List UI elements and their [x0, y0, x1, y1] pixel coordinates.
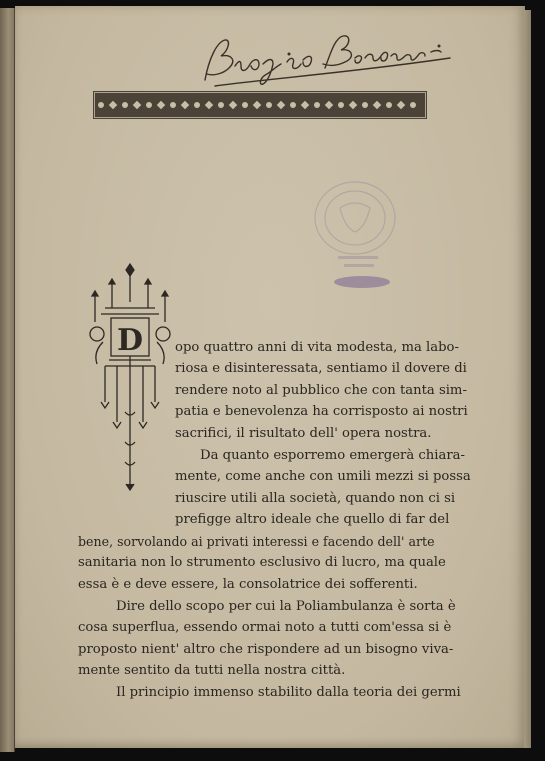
text-line: sanitaria non lo strumento esclusivo di lucro, ma quale	[78, 555, 446, 570]
text-line: sacrifici, il risultato dell' opera nostra.	[175, 426, 432, 441]
text-line: essa è e deve essere, la consolatrice dei sofferenti.	[78, 577, 418, 592]
text-line: prefigge altro ideale che quello di far del	[175, 512, 450, 527]
page-edge-shadow	[524, 10, 531, 748]
handwritten-signature	[195, 28, 465, 90]
faded-library-stamp	[300, 168, 410, 298]
text-line: patia e benevolenza ha corrisposto ai nostri	[175, 404, 468, 419]
text-line: rendere noto al pubblico che con tanta sim-	[175, 383, 467, 398]
text-line: Da quanto esporremo emergerà chiara-	[200, 448, 465, 463]
text-line: mente sentito da tutti nella nostra città.	[78, 663, 346, 678]
text-line: riosa e disinteressata, sentiamo il dovere di	[175, 361, 467, 376]
ornamental-drop-cap	[85, 262, 175, 494]
text-line: proposto nient' altro che rispondere ad un bisogno viva-	[78, 642, 454, 657]
text-line: Dire dello scopo per cui la Poliambulanza è sorta è	[116, 599, 456, 614]
svg-text:D: D	[116, 323, 144, 358]
text-line: mente, come anche con umili mezzi si possa	[175, 469, 471, 484]
text-line: bene, sorvolando ai privati interessi e facendo dell' arte	[78, 534, 435, 549]
text-line: cosa superflua, essendo ormai noto a tutti com'essa si è	[78, 620, 452, 635]
text-line: Il principio immenso stabilito dalla teoria dei germi	[116, 685, 461, 700]
decorative-header-band	[93, 91, 427, 119]
text-line: opo quattro anni di vita modesta, ma labo-	[175, 340, 459, 355]
text-line: riuscire utili alla società, quando non ci si	[175, 491, 456, 506]
adjacent-page-edge	[0, 8, 15, 752]
